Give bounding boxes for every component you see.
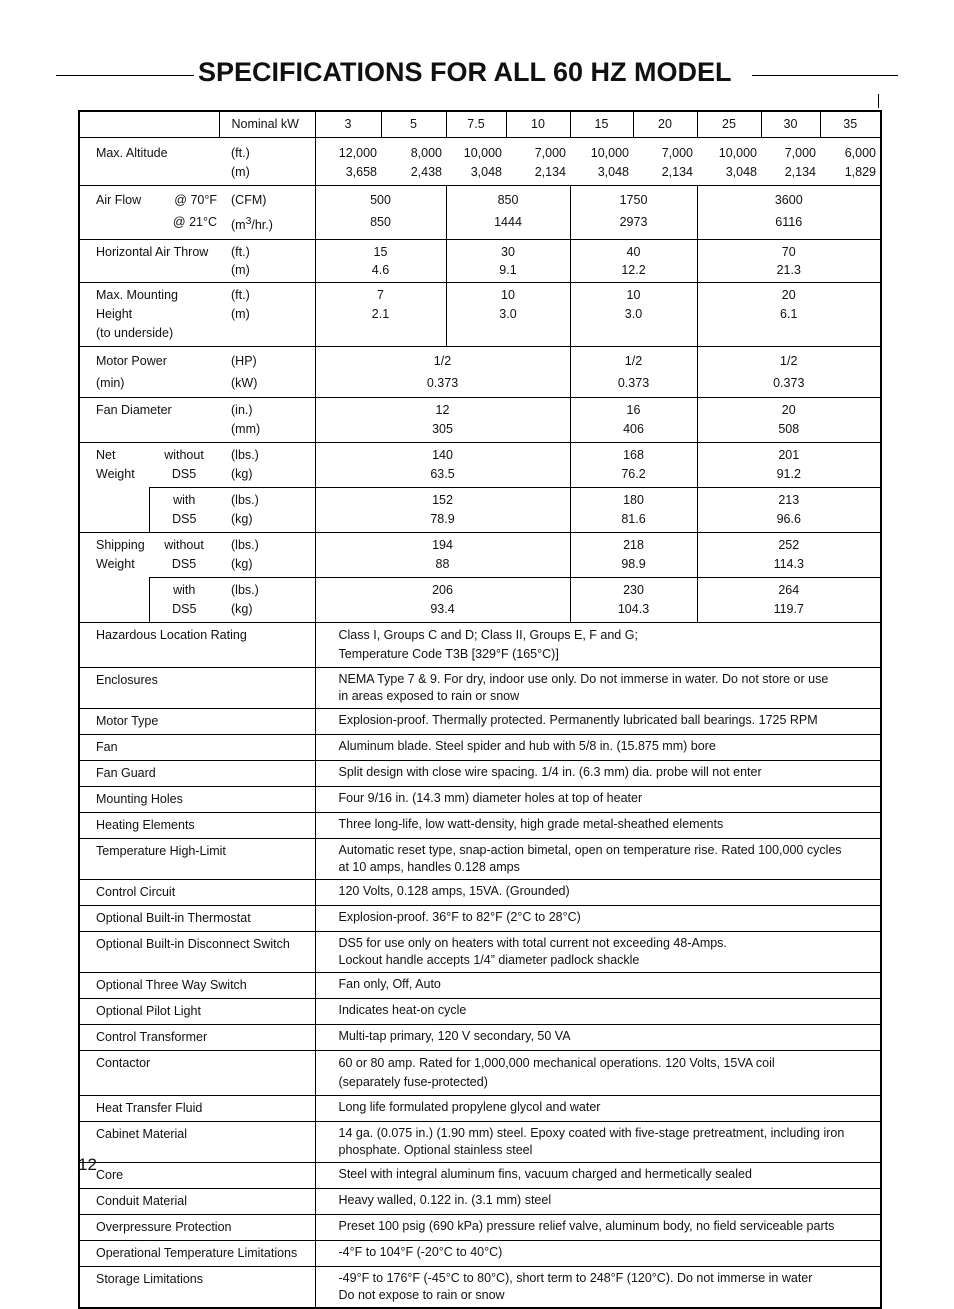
- weight-kg: 114.3: [773, 557, 804, 572]
- altitude-ft: 10,000: [590, 146, 629, 160]
- altitude-m: 3,048: [597, 165, 629, 179]
- airflow-m3: 6116: [775, 215, 803, 229]
- spec-value: Preset 100 psig (690 kPa) pressure relief valve, aluminum body, no field serviceable parts: [338, 1219, 835, 1234]
- spec-row: [79, 1096, 881, 1122]
- unit: (m): [231, 307, 250, 322]
- spec-value: 60 or 80 amp. Rated for 1,000,000 mechanical operations. 120 Volts, 15VA coil: [338, 1056, 775, 1071]
- spec-row: [79, 932, 881, 973]
- weight-kg: 78.9: [430, 512, 455, 527]
- airflow-cfm: 1750: [619, 193, 648, 207]
- spec-row: [79, 999, 881, 1025]
- altitude-m: 2,134: [534, 165, 566, 179]
- altitude-ft: 8,000: [410, 146, 442, 160]
- corner-tick: [878, 94, 879, 108]
- motor-kw: 0.373: [773, 376, 805, 391]
- weight-lbs: 218: [623, 538, 644, 553]
- throw-ft: 70: [781, 245, 796, 260]
- spec-row: [79, 735, 881, 761]
- spec-value: Split design with close wire spacing. 1/4 in. (6.3 mm) dia. probe will not enter: [338, 765, 762, 780]
- net-label: Net: [96, 448, 116, 463]
- unit: (m): [231, 263, 250, 278]
- weight-kg: 81.6: [621, 512, 646, 527]
- spec-value: Indicates heat-on cycle: [338, 1003, 467, 1018]
- spec-label: Control Transformer: [96, 1030, 208, 1045]
- weight-lbs: 194: [432, 538, 453, 553]
- spec-row: [79, 668, 881, 709]
- mounting-ft: 20: [781, 288, 796, 303]
- spec-value: 14 ga. (0.075 in.) (1.90 mm) steel. Epoxy coated with five-stage pretreatment, including iron: [338, 1126, 845, 1141]
- unit: (ft.): [231, 146, 250, 160]
- weight-kg: 104.3: [617, 602, 650, 617]
- spec-row: [79, 761, 881, 787]
- spec-row: [79, 880, 881, 906]
- unit-part: /hr.): [251, 218, 273, 233]
- motor-hp: 1/2: [780, 354, 798, 369]
- weight-lbs: 180: [623, 493, 644, 508]
- kw-cell: 15: [570, 111, 633, 138]
- spec-row: [79, 1267, 881, 1309]
- spec-row: [79, 839, 881, 880]
- airflow-m3: 1444: [494, 215, 522, 229]
- kw-cell: 25: [697, 111, 761, 138]
- airflow-cfm: 500: [370, 193, 391, 207]
- airflow-m3: 850: [370, 215, 391, 229]
- net-weight-without-row: [79, 443, 881, 488]
- with-label: with: [173, 493, 196, 508]
- weight-kg: 93.4: [430, 602, 455, 617]
- spec-label: Optional Built-in Disconnect Switch: [96, 937, 290, 952]
- without-label: without: [164, 448, 204, 463]
- airflow-row: [79, 186, 881, 240]
- spec-label: Enclosures: [96, 673, 158, 688]
- mounting-ft: 7: [377, 288, 384, 303]
- altitude-ft: 10,000: [463, 146, 502, 160]
- net-label-sub: Weight: [96, 467, 135, 482]
- spec-value-line2: (separately fuse-protected): [338, 1075, 488, 1090]
- weight-kg: 98.9: [621, 557, 646, 572]
- motor-label: Motor Power: [96, 354, 167, 369]
- altitude-m: 2,134: [661, 165, 693, 179]
- unit: (m): [231, 165, 250, 179]
- throw-m: 21.3: [776, 263, 801, 278]
- altitude-m: 2,438: [410, 165, 442, 179]
- spec-label: Motor Type: [96, 714, 159, 729]
- spec-label: Optional Pilot Light: [96, 1004, 201, 1019]
- unit: (ft.): [231, 245, 250, 260]
- spec-value: Aluminum blade. Steel spider and hub with 5/8 in. (15.875 mm) bore: [338, 739, 716, 754]
- spec-label: Operational Temperature Limitations: [96, 1246, 298, 1261]
- page-title: SPECIFICATIONS FOR ALL 60 HZ MODEL: [198, 57, 732, 87]
- spec-value: -4°F to 104°F (-20°C to 40°C): [338, 1245, 503, 1260]
- nominal-kw-label: Nominal kW: [219, 111, 315, 138]
- mounting-m: 3.0: [499, 307, 517, 322]
- motor-kw: 0.373: [426, 376, 459, 391]
- weight-lbs: 168: [623, 448, 644, 463]
- weight-lbs: 264: [778, 583, 800, 598]
- spec-row: [79, 813, 881, 839]
- spec-label: Optional Three Way Switch: [96, 978, 247, 993]
- spec-value: Four 9/16 in. (14.3 mm) diameter holes at top of heater: [338, 791, 643, 806]
- ds5-label: DS5: [171, 467, 197, 482]
- title-rule-right: [752, 75, 898, 76]
- weight-kg: 76.2: [621, 467, 646, 482]
- throw-row: [79, 240, 881, 283]
- spec-value: Class I, Groups C and D; Class II, Groups E, F and G;: [338, 628, 638, 643]
- spec-label: Storage Limitations: [96, 1272, 204, 1287]
- mounting-m: 6.1: [780, 307, 798, 322]
- spec-row: [79, 787, 881, 813]
- airflow-m3: 2973: [619, 215, 648, 229]
- text-spec-section: [79, 623, 881, 1309]
- unit: (kW): [231, 376, 258, 391]
- altitude-m: 3,048: [725, 165, 757, 179]
- spec-value: -49°F to 176°F (-45°C to 80°C), short term to 248°F (120°C). Do not immerse in water: [338, 1271, 813, 1286]
- spec-label: Cabinet Material: [96, 1127, 188, 1142]
- weight-kg: 96.6: [776, 512, 801, 527]
- kw-cell: 20: [633, 111, 697, 138]
- throw-ft: 15: [373, 245, 388, 260]
- spec-label: Heat Transfer Fluid: [96, 1101, 203, 1116]
- spec-value: Fan only, Off, Auto: [338, 977, 441, 992]
- motor-kw: 0.373: [617, 376, 650, 391]
- unit: (lbs.): [231, 538, 259, 553]
- altitude-m: 3,048: [470, 165, 502, 179]
- unit: [231, 211, 311, 236]
- altitude-ft: 10,000: [718, 146, 757, 160]
- ship-label-sub: Weight: [96, 557, 135, 572]
- kw-cell: 5: [381, 111, 446, 138]
- spec-value: Multi-tap primary, 120 V secondary, 50 VA: [338, 1029, 571, 1044]
- ship-weight-without-row: [79, 533, 881, 578]
- fan-in: 12: [435, 403, 450, 418]
- motor-hp: 1/2: [433, 354, 452, 369]
- numeric-section: [79, 111, 881, 623]
- spec-table: [78, 110, 882, 1309]
- ds5-label: DS5: [172, 512, 197, 527]
- airflow-cfm: 3600: [774, 193, 803, 207]
- altitude-ft: 7,000: [534, 146, 566, 160]
- mounting-m: 3.0: [624, 307, 643, 322]
- fan-mm: 305: [432, 422, 453, 437]
- spec-row: [79, 1122, 881, 1163]
- weight-lbs: 213: [778, 493, 800, 508]
- unit: (HP): [231, 354, 257, 369]
- spec-label: Hazardous Location Rating: [96, 628, 247, 643]
- mounting-row: [79, 283, 881, 347]
- weight-lbs: 230: [623, 583, 644, 598]
- weight-kg: 119.7: [773, 602, 804, 617]
- throw-ft: 40: [626, 245, 641, 260]
- spec-value: Automatic reset type, snap-action bimetal, open on temperature rise. Rated 100,000 cycles: [338, 843, 842, 858]
- mounting-ft: 10: [626, 288, 641, 303]
- spec-value: Long life formulated propylene glycol and water: [338, 1100, 601, 1115]
- unit: (kg): [231, 557, 253, 572]
- with-label: with: [173, 583, 196, 598]
- kw-cell: 7.5: [446, 111, 506, 138]
- spec-value-line2: Do not expose to rain or snow: [338, 1288, 505, 1303]
- mounting-label: Max. Mounting Height: [96, 288, 178, 322]
- weight-lbs: 206: [432, 583, 453, 598]
- altitude-label: Max. Altitude: [96, 146, 168, 160]
- airflow-temp-c: @ 21°C: [172, 215, 217, 229]
- fan-diameter-row: [79, 398, 881, 443]
- spec-label: Conduit Material: [96, 1194, 188, 1209]
- mounting-label-sub: (to underside): [96, 326, 174, 341]
- altitude-ft: 7,000: [784, 146, 816, 160]
- kw-cell: 10: [506, 111, 570, 138]
- kw-cell: 35: [820, 111, 881, 138]
- spec-label: Heating Elements: [96, 818, 195, 833]
- airflow-temp-f: @ 70°F: [174, 193, 217, 207]
- page-number: 12: [78, 1155, 97, 1174]
- fan-mm: 508: [778, 422, 800, 437]
- unit: (kg): [231, 602, 253, 617]
- unit: (CFM): [231, 193, 267, 207]
- spec-label: Fan Guard: [96, 766, 156, 781]
- spec-row: [79, 1051, 881, 1096]
- unit-part: (m: [231, 218, 246, 233]
- spec-row: [79, 1241, 881, 1267]
- spec-label: Mounting Holes: [96, 792, 183, 807]
- ds5-label: DS5: [172, 602, 197, 617]
- spec-value: 120 Volts, 0.128 amps, 15VA. (Grounded): [338, 884, 570, 899]
- spec-label: Overpressure Protection: [96, 1220, 232, 1235]
- altitude-ft: 12,000: [338, 146, 377, 160]
- net-weight-with-row: [79, 488, 881, 533]
- weight-lbs: 201: [778, 448, 800, 463]
- throw-label: Horizontal Air Throw: [96, 245, 209, 260]
- spec-row: [79, 709, 881, 735]
- mounting-m: 2.1: [371, 307, 390, 322]
- kw-cell: 3: [315, 111, 381, 138]
- motor-row: [79, 347, 881, 398]
- fan-diameter-label: Fan Diameter: [96, 403, 172, 418]
- spec-row: [79, 1215, 881, 1241]
- altitude-m: 2,134: [784, 165, 816, 179]
- unit: (kg): [231, 467, 253, 482]
- spec-label: Core: [96, 1168, 124, 1183]
- altitude-ft: 7,000: [661, 146, 693, 160]
- spec-row: [79, 1189, 881, 1215]
- altitude-row: [79, 138, 881, 186]
- mounting-ft: 10: [501, 288, 515, 303]
- motor-hp: 1/2: [624, 354, 643, 369]
- unit: (ft.): [231, 288, 250, 303]
- airflow-label: Air Flow: [96, 193, 142, 207]
- spec-label: Fan: [96, 740, 118, 755]
- spec-value: Steel with integral aluminum fins, vacuum charged and hermetically sealed: [338, 1167, 752, 1182]
- spec-value-line2: Lockout handle accepts 1/4” diameter padlock shackle: [338, 953, 640, 968]
- spec-value-line2: Temperature Code T3B [329°F (165°C)]: [338, 647, 559, 662]
- spec-label: Control Circuit: [96, 885, 176, 900]
- fan-in: 20: [781, 403, 796, 418]
- throw-m: 9.1: [499, 263, 517, 278]
- spec-value-line2: phosphate. Optional stainless steel: [338, 1143, 533, 1158]
- unit-superscript: 3: [245, 216, 252, 227]
- title-rule-left: [56, 75, 194, 76]
- spec-value-line2: in areas exposed to rain or snow: [338, 689, 520, 704]
- spec-label: Contactor: [96, 1056, 151, 1071]
- spec-label: Optional Built-in Thermostat: [96, 911, 251, 926]
- spec-value-line2: at 10 amps, handles 0.128 amps: [338, 860, 520, 875]
- spec-value: DS5 for use only on heaters with total current not exceeding 48-Amps.: [338, 936, 727, 951]
- fan-in: 16: [626, 403, 641, 418]
- unit: (lbs.): [231, 448, 259, 463]
- altitude-m: 3,658: [345, 165, 377, 179]
- spec-row: [79, 973, 881, 999]
- altitude-ft: 6,000: [844, 146, 876, 160]
- nominal-kw-row: [79, 111, 881, 138]
- unit: (in.): [231, 403, 253, 418]
- unit: (lbs.): [231, 493, 259, 508]
- throw-m: 4.6: [371, 263, 390, 278]
- weight-kg: 91.2: [776, 467, 801, 482]
- spec-value: NEMA Type 7 & 9. For dry, indoor use only. Do not immerse in water. Do not store or use: [338, 672, 829, 687]
- weight-kg: 63.5: [430, 467, 455, 482]
- weight-lbs: 140: [432, 448, 453, 463]
- spec-row: [79, 1163, 881, 1189]
- weight-lbs: 252: [778, 538, 800, 553]
- ship-weight-with-row: [79, 578, 881, 623]
- altitude-m: 1,829: [844, 165, 876, 179]
- without-label: without: [164, 538, 204, 553]
- spec-row: [79, 623, 881, 668]
- unit: (lbs.): [231, 583, 259, 598]
- throw-ft: 30: [501, 245, 515, 260]
- spec-label: Temperature High-Limit: [96, 844, 226, 859]
- unit: (mm): [231, 422, 261, 437]
- spec-value: Three long-life, low watt-density, high grade metal-sheathed elements: [338, 817, 724, 832]
- motor-label-sub: (min): [96, 376, 125, 391]
- airflow-cfm: 850: [497, 193, 519, 207]
- weight-kg: 88: [435, 557, 450, 572]
- ship-label: Shipping: [96, 538, 145, 553]
- spec-row: [79, 1025, 881, 1051]
- spec-row: [79, 906, 881, 932]
- spec-value: Explosion-proof. Thermally protected. Permanently lubricated ball bearings. 1725 RPM: [338, 713, 818, 728]
- fan-mm: 406: [623, 422, 644, 437]
- ds5-label: DS5: [171, 557, 197, 572]
- weight-lbs: 152: [432, 493, 453, 508]
- spec-value: Explosion-proof. 36°F to 82°F (2°C to 28°C): [338, 910, 581, 925]
- spec-value: Heavy walled, 0.122 in. (3.1 mm) steel: [338, 1193, 552, 1208]
- kw-cell: 30: [761, 111, 820, 138]
- unit: (kg): [231, 512, 253, 527]
- throw-m: 12.2: [621, 263, 646, 278]
